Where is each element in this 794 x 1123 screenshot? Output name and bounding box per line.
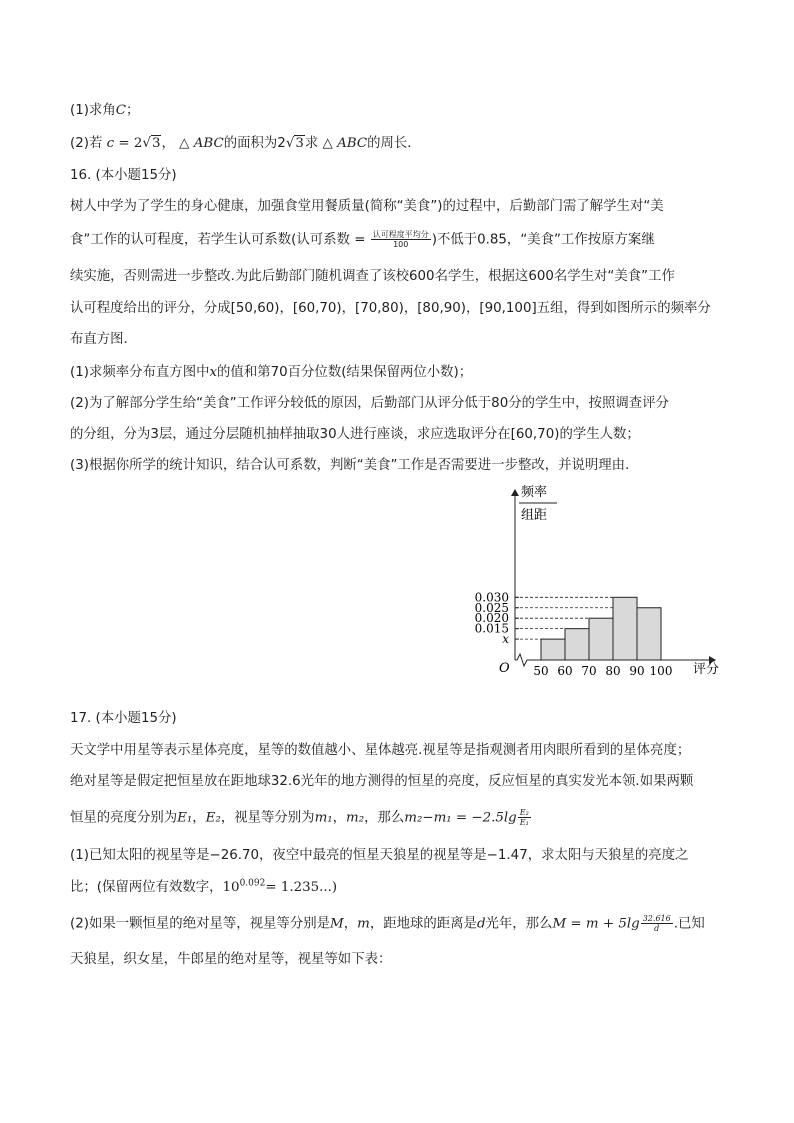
histogram-bar-80 xyxy=(613,597,637,660)
q17-part1-line1: (1)已知太阳的视星等是−26.70，夜空中最亮的恒星天狼星的视星等是−1.47，求太阳与天狼星的亮度之 xyxy=(70,848,689,863)
x-tick-label-100: 100 xyxy=(649,664,673,678)
q17-part2-line2: 天狼星，织女星，牛郎星的绝对星等，视星等如下表： xyxy=(70,952,392,967)
y-tick-label-2: 0.020 xyxy=(474,611,509,626)
q15-part1: (1)求角C； xyxy=(70,103,140,118)
y-tick-label-4: 0.030 xyxy=(474,590,509,605)
q17-line1: 天文学中用星等表示星体亮度，星等的数值越小、星体越亮.视星等是指观测者用肉眼所看到的星体亮度； xyxy=(70,743,691,758)
approval-coefficient-fraction: $\frac{\text{认可程度平均分}}{100}$ xyxy=(372,230,429,249)
q17-header: 17. (本小题15分) xyxy=(70,711,177,726)
x-tick-label-50: 50 xyxy=(533,664,549,678)
q16-header: 16. (本小题15分) xyxy=(70,168,177,183)
q17-line3: 恒星的亮度分别为E₁，E₂，视星等分别为m₁，m₂，那么m₂−m₁ = −2.5lg $\frac{\text{E₂}}{\text{E₁}}$ xyxy=(70,808,529,827)
q16-intro-line4: 认可程度给出的评分，分成[50,60)，[60,70)，[70,80)，[80,90)，[90,100]五组，得到如图所示的频率分 xyxy=(70,301,711,316)
brightness-ratio-fraction: $\frac{\text{E₂}}{\text{E₁}}$ xyxy=(519,808,529,827)
x-tick-label-80: 80 xyxy=(605,664,621,678)
q16-part1: (1)求频率分布直方图中x的值和第70百分位数(结果保留两位小数)； xyxy=(70,365,473,380)
q17-part1-line2: 比；(保留两位有效数字，$10^{0.092}= 1.235$...) xyxy=(70,878,338,895)
x-tick-label-60: 60 xyxy=(557,664,573,678)
y-label-bottom: 组距 xyxy=(521,508,548,523)
q16-intro-line2: 食”工作的认可程度，若学生认可系数(认可系数 = $\frac{\text{认可程度平均分}}{100}$ )不低于0.85，“美食”工作按原方案继 xyxy=(70,230,655,249)
y-tick-label-1: 0.015 xyxy=(474,621,509,636)
x-axis-label: 评分 xyxy=(693,662,720,677)
q16-part3: (3)根据你所学的统计知识，结合认可系数，判断“美食”工作是否需要进一步整改，并说明理由． xyxy=(70,458,639,473)
q16-part2-line1: (2)为了解部分学生给“美食”工作评分较低的原因，后勤部门从评分低于80分的学生中，按照调查评分 xyxy=(70,396,669,411)
histogram-bar-60 xyxy=(565,629,589,660)
axis-break xyxy=(517,654,527,666)
q15-part2: (2)若 c = 2√3， △ ABC的面积为2√3求 △ ABC的周长． xyxy=(70,136,421,151)
x-tick-label-90: 90 xyxy=(629,664,645,678)
q16-intro-line1: 树人中学为了学生的身心健康，加强食堂用餐质量(简称“美食”)的过程中，后勤部门需了解学生对“美 xyxy=(70,199,664,214)
x-tick-label-70: 70 xyxy=(581,664,597,678)
histogram-bar-50 xyxy=(541,639,565,660)
distance-fraction: $\frac{32.616}{d}$ xyxy=(642,914,671,933)
y-tick-label-0: x xyxy=(502,632,509,647)
frequency-histogram xyxy=(465,476,735,686)
q17-part2-line1: (2)如果一颗恒星的绝对星等，视星等分别是M，m，距地球的距离是d光年，那么M = m + 5lg $\frac{32.616}{d}$ .已知 xyxy=(70,914,705,933)
q16-intro-line5: 布直方图． xyxy=(70,332,137,347)
histogram-bar-90 xyxy=(637,608,661,660)
origin-label: O xyxy=(499,661,510,676)
q16-part2-line2: 的分组，分为3层，通过分层随机抽样抽取30人进行座谈，求应选取评分在[60,70)的学生人数； xyxy=(70,427,640,442)
y-label-top: 频率 xyxy=(521,485,548,500)
y-tick-label-3: 0.025 xyxy=(474,600,509,615)
histogram-bar-70 xyxy=(589,618,613,660)
q17-line2: 绝对星等是假定把恒星放在距地球32.6光年的地方测得的恒星的亮度，反应恒星的真实发光本领.如果两颗 xyxy=(70,774,694,789)
q16-intro-line3: 续实施，否则需进一步整改.为此后勤部门随机调查了该校600名学生，根据这600名学生对“美食”工作 xyxy=(70,269,675,284)
